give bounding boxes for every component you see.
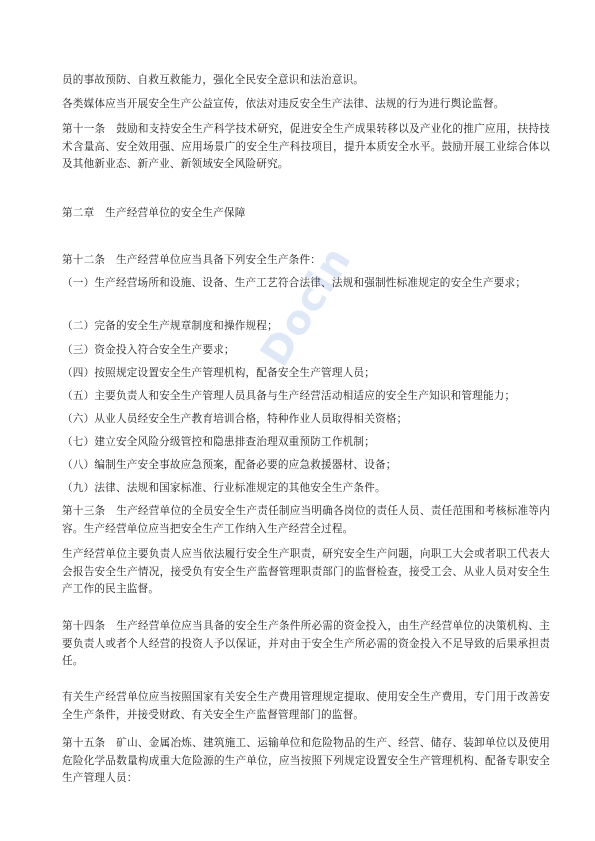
list-item-6: （六）从业人员经安全生产教育培训合格，特种作业人员取得相关资格； [62, 413, 408, 425]
article-13: 第十三条 生产经营单位的全员安全生产责任制应当明确各岗位的责任人员、责任范围和考核标准等内容。生产经营单位应当把安全生产工作纳入生产经营全过程。 [62, 505, 550, 535]
list-item-8: （八）编制生产安全事故应急预案，配备必要的应急救援器材、设备； [62, 459, 397, 471]
list-item-2: （二）完备的安全生产规章制度和操作规程； [62, 320, 278, 332]
chapter-heading: 第二章 生产经营单位的安全生产保障 [62, 207, 246, 219]
paragraph-media: 各类媒体应当开展安全生产公益宣传，依法对违反安全生产法律、法规的行为进行舆论监督。 [62, 98, 505, 110]
paragraph-continued: 员的事故预防、自救互救能力，强化全民安全意识和法治意识。 [62, 74, 365, 86]
article-15: 第十五条 矿山、金属冶炼、建筑施工、运输单位和危险物品的生产、经营、储存、装卸单位以及使用危险化学品数量构成重大危险源的生产单位，应当按照下列规定设置安全生产管理机构、配备专职安全生产管理人员： [62, 737, 550, 784]
list-item-3: （三）资金投入符合安全生产要求； [62, 344, 235, 356]
article-12: 第十二条 生产经营单位应当具备下列安全生产条件： [62, 254, 322, 266]
list-item-5: （五）主要负责人和安全生产管理人员具备与生产经营活动相适应的安全生产知识和管理能力； [62, 390, 516, 402]
paragraph-safety-fees: 有关生产经营单位应当按照国家有关安全生产费用管理规定提取、使用安全生产费用，专门用于改善安全生产条件，并接受财政、有关安全生产监督管理部门的监督。 [62, 691, 550, 721]
list-item-9: （九）法律、法规和国家标准、行业标准规定的其他安全生产条件。 [62, 482, 386, 494]
article-11: 第十一条 鼓励和支持安全生产科学技术研究，促进安全生产成果转移以及产业化的推广应用，扶持技术含量高、安全效用强、应用场景广的安全生产科技项目，提升本质安全水平。鼓励开展工业综合体以及其他新业态、新产业、新领域安全风险研究。 [62, 123, 550, 170]
docin-watermark: Docin [252, 238, 361, 375]
paragraph-responsible: 生产经营单位主要负责人应当依法履行安全生产职责，研究安全生产问题，向职工大会或者职工代表大会报告安全生产情况，接受负有安全生产监督管理职责部门的监督检查，接受工会、从业人员对安全生产工作的民主监督。 [62, 548, 550, 595]
list-item-7: （七）建立安全风险分级管控和隐患排查治理双重预防工作机制； [62, 436, 376, 448]
list-item-4: （四）按照规定设置安全生产管理机构，配备安全生产管理人员； [62, 367, 376, 379]
article-14: 第十四条 生产经营单位应当具备的安全生产条件所必需的资金投入，由生产经营单位的决策机构、主要负责人或者个人经营的投资人予以保证，并对由于安全生产所必需的资金投入不足导致的后果承担责任。 [62, 620, 550, 667]
list-item-1: （一）生产经营场所和设施、设备、生产工艺符合法律、法规和强制性标准规定的安全生产要求； [62, 277, 527, 289]
